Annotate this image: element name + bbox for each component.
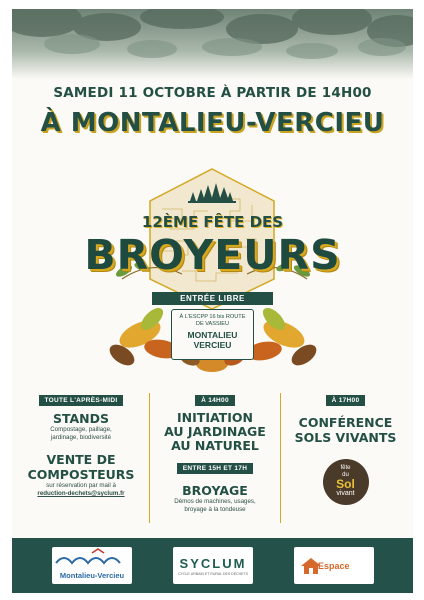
conference-title-2: SOLS VIVANTS	[294, 430, 397, 445]
program-column-center	[151, 389, 279, 514]
program-column-right	[282, 389, 409, 505]
logo-syclum	[173, 547, 253, 584]
venue-address-line-1: À L'ESCPP 16 bis ROUTE	[179, 314, 246, 320]
program-section	[12, 389, 413, 529]
time-badge-17h: À 17H00	[326, 395, 366, 406]
initiation-title-1: INITIATION	[177, 410, 253, 425]
montalieu-wave-icon	[52, 547, 132, 569]
initiation-title-3: AU NATUREL	[171, 438, 259, 453]
venue-box	[171, 309, 254, 360]
syclum-tagline: CYCLE URBAIN ET RURAL DES DÉCHETS	[178, 572, 248, 576]
program-column-left	[16, 389, 146, 498]
vente-title-1: VENTE DE	[46, 452, 116, 467]
stands-line-2: jardinage, biodiversité	[50, 434, 112, 441]
montalieu-logo-text: Montalieu-Vercieu	[59, 571, 125, 580]
program-divider-left	[149, 393, 150, 523]
time-badge-15h-17h: ENTRE 15H ET 17H	[177, 463, 253, 474]
venue-city-line-2: VERCIEU	[193, 340, 232, 350]
free-entry-ribbon: ENTRÉE LIBRE	[152, 292, 273, 305]
initiation-title-2: AU JARDINAGE	[164, 424, 266, 439]
program-divider-right	[280, 393, 281, 523]
seal-line-4: vivant	[336, 490, 355, 497]
venue-address-line-2: DE VASSIEU	[195, 321, 230, 327]
broyage-line-2: broyage à la tondeuse	[184, 506, 246, 513]
event-date-line: SAMEDI 11 OCTOBRE À PARTIR DE 14H00	[53, 85, 372, 101]
venue-city-line-1: MONTALIEU	[187, 330, 238, 340]
stands-title: STANDS	[52, 411, 110, 426]
time-badge-afternoon: TOUTE L'APRÈS-MIDI	[39, 395, 124, 406]
broyage-line-1: Démos de machines, usages,	[174, 498, 256, 505]
vente-title-2: COMPOSTEURS	[27, 467, 135, 482]
time-badge-14h: À 14H00	[195, 395, 235, 406]
seal-line-1: fête	[340, 465, 351, 471]
foliage-header-image	[12, 9, 413, 79]
logo-espace	[294, 547, 374, 584]
seal-line-2: du	[342, 472, 349, 478]
syclum-logo-text: SYCLUM	[179, 556, 247, 571]
festival-title: BROYEURS	[84, 231, 341, 279]
stands-line-1: Compostage, paillage,	[50, 426, 112, 433]
sol-vivant-seal	[323, 459, 369, 505]
espace-logo-text: Espace	[318, 561, 350, 571]
edition-title: 12ÈME FÊTE DES	[141, 213, 284, 231]
logo-montalieu	[52, 547, 132, 584]
poster	[12, 9, 413, 593]
seal-line-3: Sol	[336, 477, 355, 491]
vente-email-link[interactable]: reduction-dechets@syclum.fr	[37, 490, 125, 497]
vente-line-1: sur réservation par mail à	[46, 482, 116, 489]
partner-logos-band	[12, 538, 413, 593]
conference-title-1: CONFÉRENCE	[298, 415, 393, 430]
event-town-title: À MONTALIEU-VERCIEU	[40, 108, 385, 138]
broyage-title: BROYAGE	[182, 483, 248, 498]
